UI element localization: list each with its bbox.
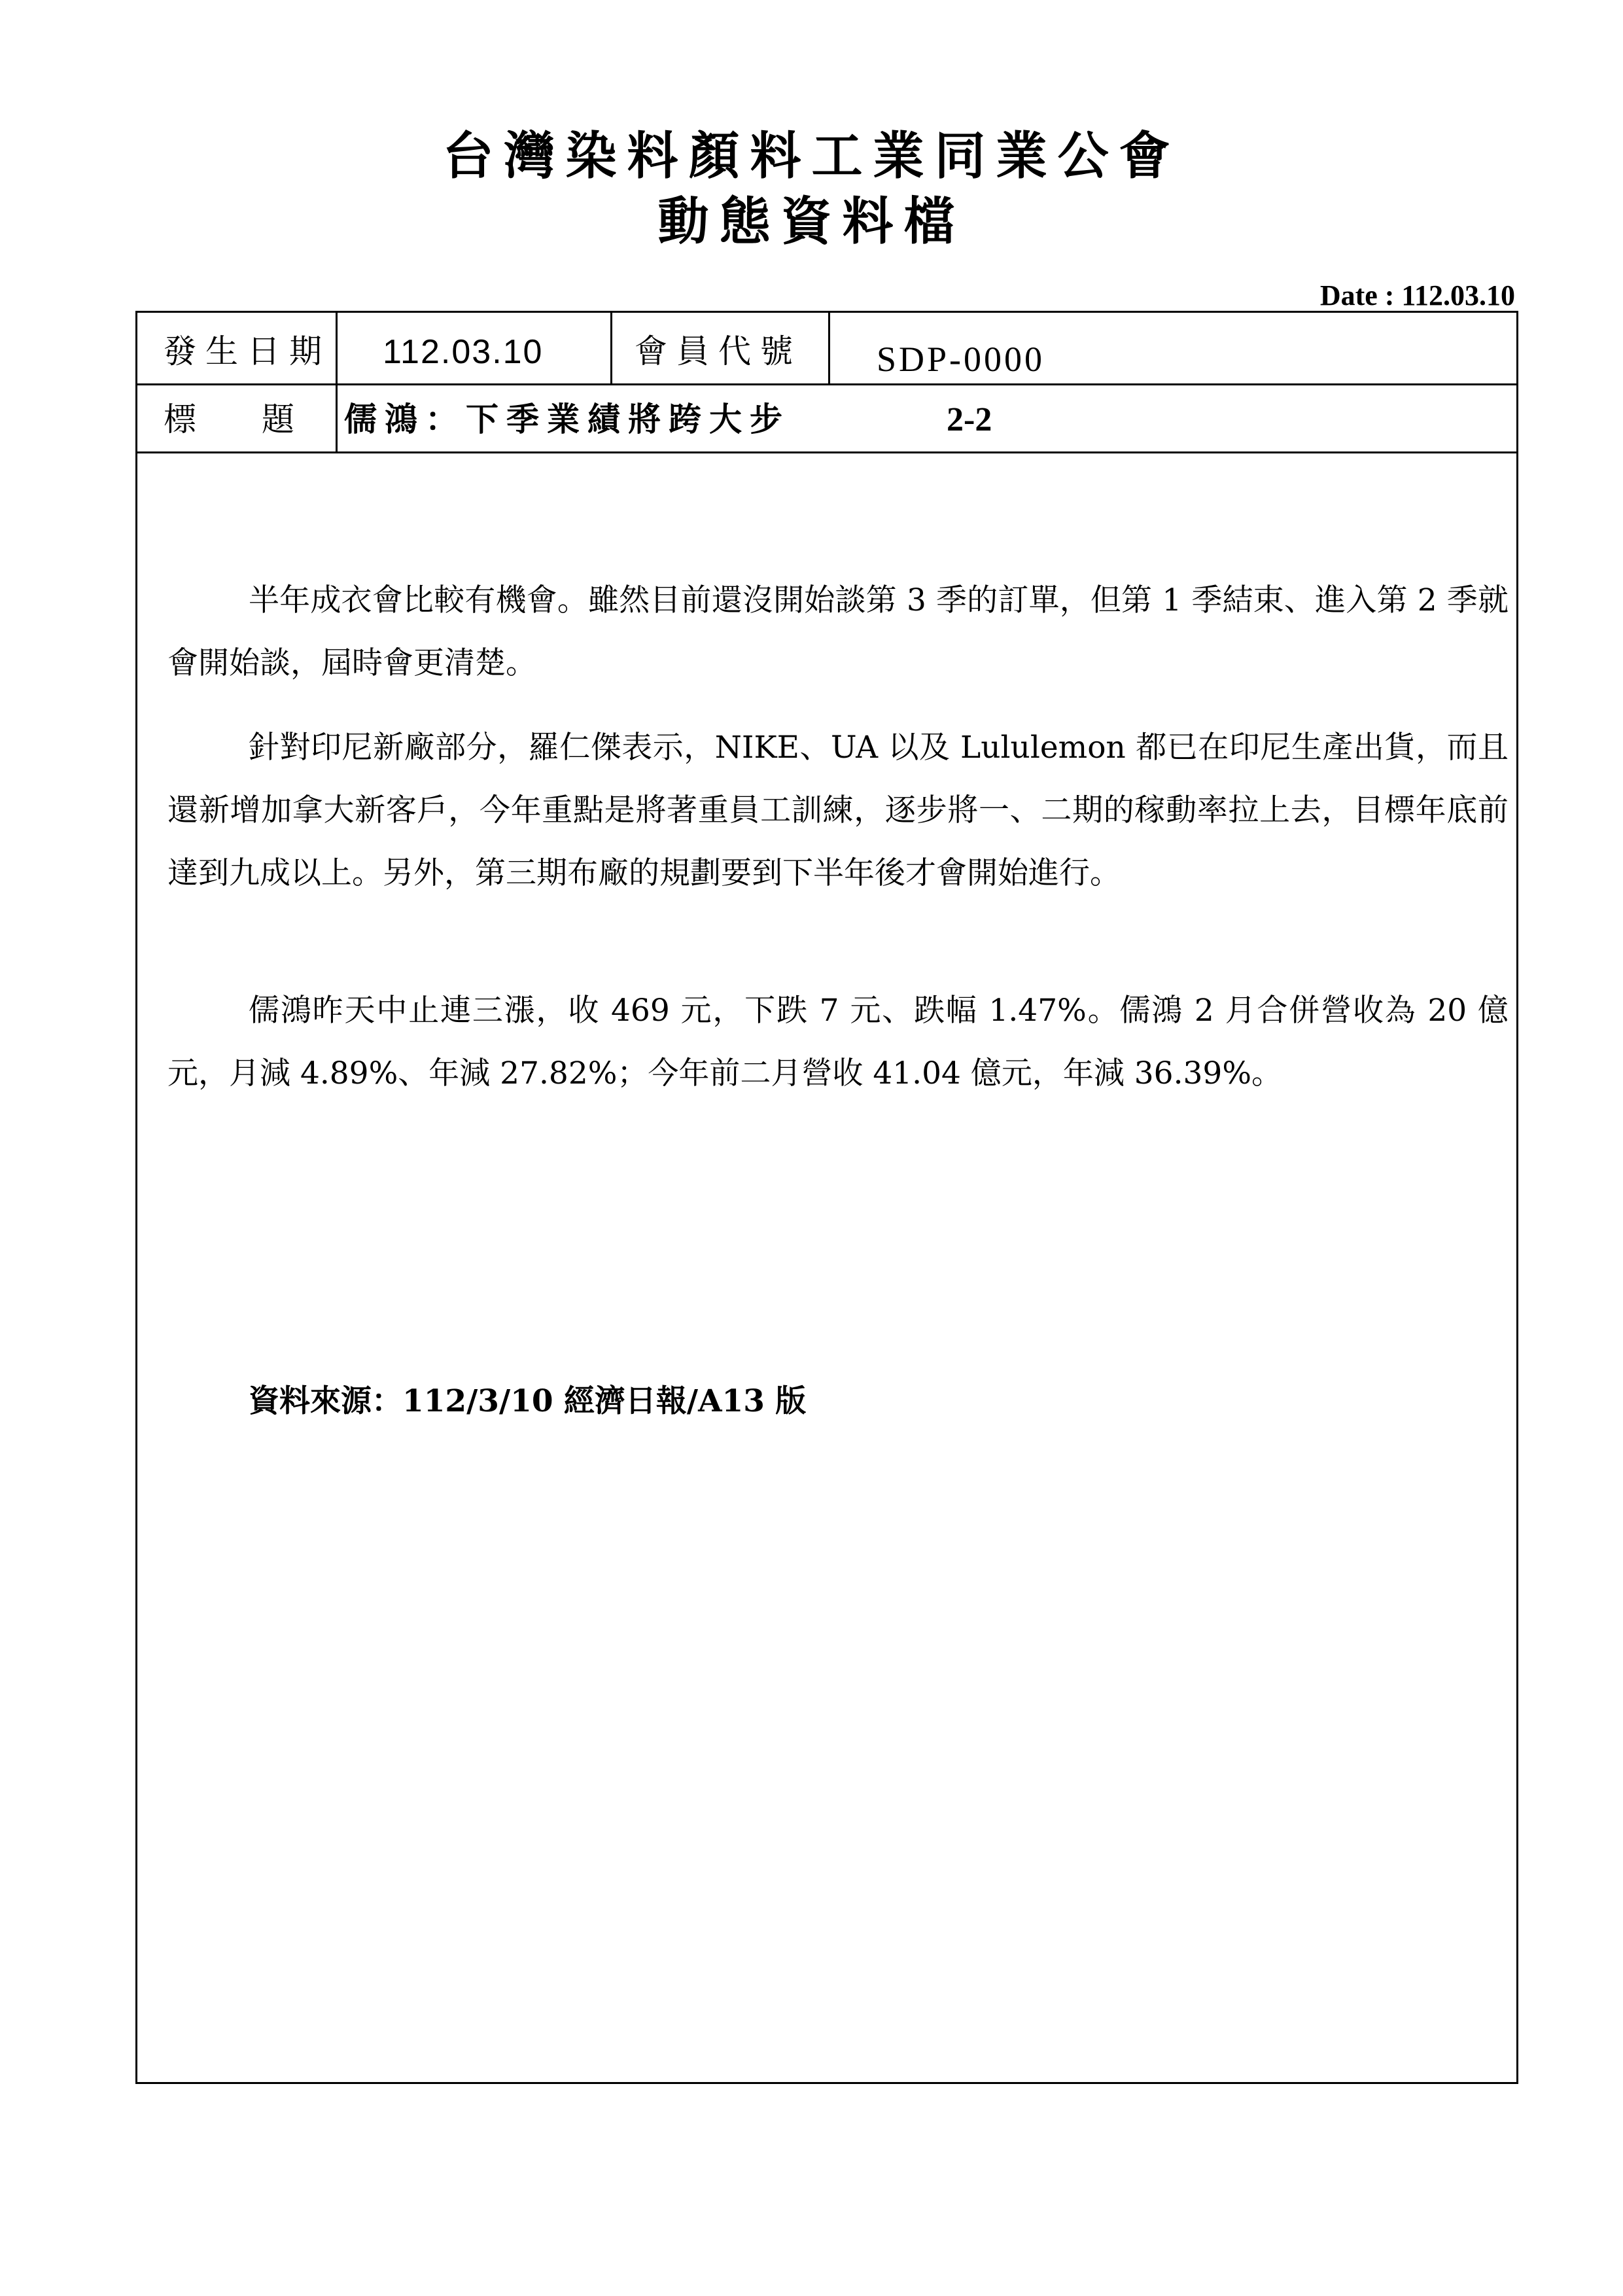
table-divider [828,313,830,383]
date-label: 發生日期 [164,332,331,370]
table-divider [610,313,612,383]
page-title: 台灣染料顏料工業同業公會 [442,126,1181,186]
table-divider [137,383,1516,385]
date-value: 112.03.10 [383,333,544,371]
page-marker: 2-2 [947,401,992,438]
body-paragraph: 半年成衣會比較有機會。雖然目前還沒開始談第 3 季的訂單，但第 1 季結束、進入第 2 季就會開始談，屆時會更清楚。 [167,582,1509,681]
document-date: Date : 112.03.10 [1319,279,1515,311]
body-paragraph: 儒鴻昨天中止連三漲，收 469 元，下跌 7 元、跌幅 1.47%。儒鴻 2 月合併營收為 20 億元，月減 4.89%、年減 27.82%；今年前二月營收 41.04 億元，年減 36.39%。 [167,993,1509,1091]
table-divider [137,451,1516,453]
subject-value: 儒鴻：下季業績將跨大步 [344,400,790,438]
subject-label: 標 題 [164,400,294,438]
member-value: SDP-0000 [877,340,1045,379]
page-subtitle: 動態資料檔 [657,192,966,251]
body-paragraph: 針對印尼新廠部分，羅仁傑表示，NIKE、UA 以及 Lululemon 都已在印尼生產出貨，而且還新增加拿大新客戶，今年重點是將著重員工訓練，逐步將一、二期的稼動率拉上去，目標年底前達到九成以上。另外，第三期布廠的規劃要到下半年後才會開始進行。 [167,730,1509,891]
table-divider [336,313,338,451]
member-label: 會員代號 [635,332,802,370]
source-citation: 資料來源：112/3/10 經濟日報/A13 版 [249,1383,807,1419]
